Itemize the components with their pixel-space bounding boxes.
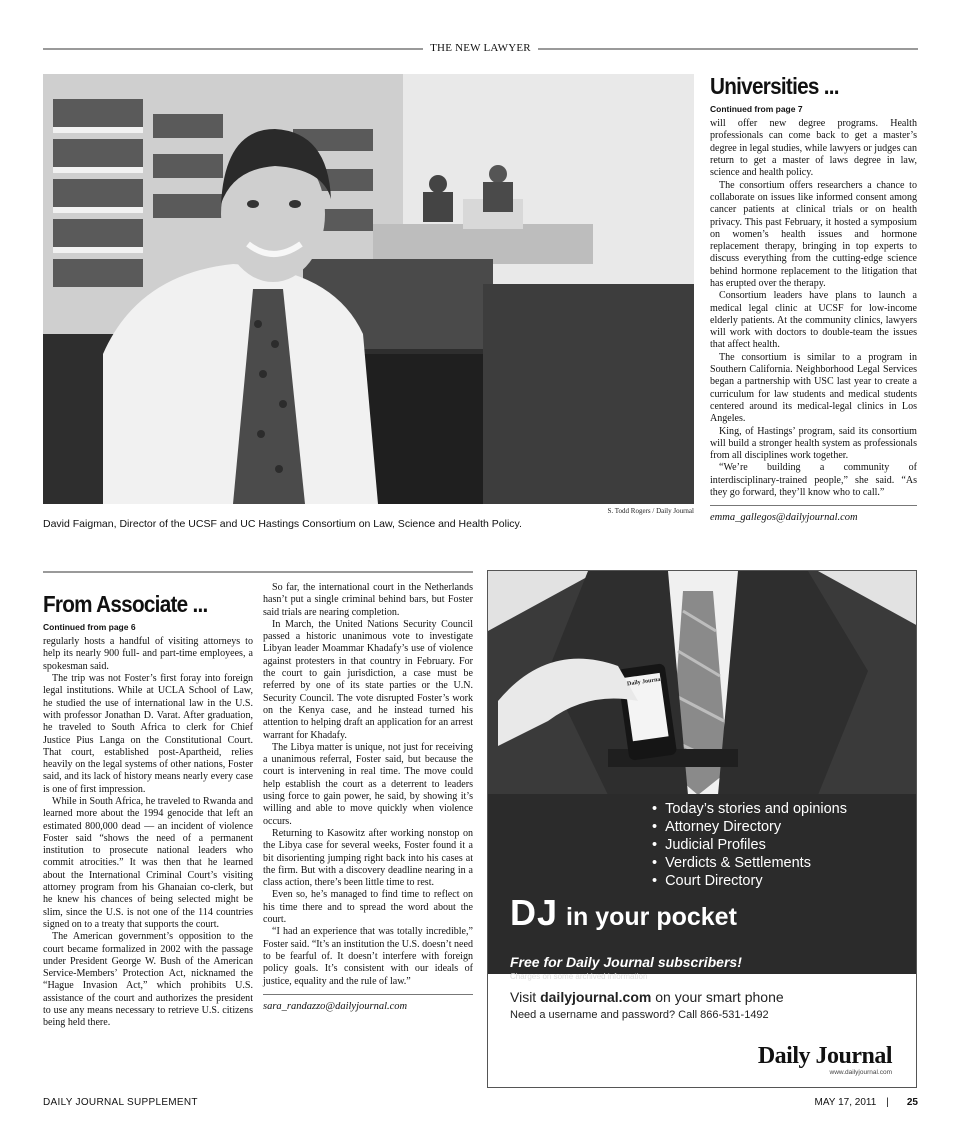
footer-separator: | bbox=[886, 1097, 889, 1108]
paragraph: The Libya matter is unique, not just for receiving a unanimous referral, Foster said, but because the court is intervening in real time. The move could help establish the court as a deterrent to leaders using force to gain power, he said, by showing it’s willing and able to move quickly when violence occurs. bbox=[263, 741, 473, 827]
ad-visit-post: on your smart phone bbox=[655, 989, 784, 1005]
dj-advertisement[interactable] bbox=[487, 570, 917, 1088]
paragraph: While in South Africa, he traveled to Rwanda and learned more about the 1994 genocide that left an estimated 800,000 dead — an incident of violence Foster said “shows the need of a permanent institution to prosecute national leaders who commit atrocities.” It was then that he learned about the International Criminal Court’s visiting attorney program from his Ghanaian co-clerk, but he knew his chances of being selected might be slim, since the U.S. is not one of the 114 countries signed on to a treaty that supports the court. bbox=[43, 796, 253, 930]
footer-right bbox=[815, 1097, 918, 1108]
ad-charges-note: Charges on some archived information bbox=[510, 972, 648, 981]
associate-continued: Continued from page 6 bbox=[43, 622, 136, 633]
photo-credit: S. Todd Rogers / Daily Journal bbox=[607, 507, 694, 515]
associate-body-col1 bbox=[43, 636, 253, 1030]
daily-journal-logo: Daily Journal bbox=[757, 1043, 892, 1069]
masthead-rule-right bbox=[538, 48, 918, 50]
masthead-title: THE NEW LAWYER bbox=[430, 42, 531, 54]
paragraph: Returning to Kasowitz after working nonstop on the Libya case for several weeks, Foster found it a bit disorienting jumping right back into his cases at the firm. But with a discovery deadline nearing in a class action, there’s been little time to rest. bbox=[263, 827, 473, 889]
paragraph: The consortium offers researchers a chance to collaborate on issues like informed consent among cancer patients at clinical trials or on health privacy. This past February, it hosted a symposium on women’s health issues and hormone replacement therapy, bringing in top experts to discuss everything from the cutting-edge science behind hormone replacement to the litigation that has erupted over the therapy. bbox=[710, 179, 917, 289]
library-photo-illustration bbox=[43, 74, 694, 504]
ad-feature-item: • Judicial Profiles bbox=[652, 836, 847, 854]
universities-article bbox=[710, 74, 917, 523]
paragraph: The consortium is similar to a program in Southern California. Neighborhood Legal Services began a partnership with USC last year to create a curriculum for law students and medical students centered around its medical-legal clinics in Los Angeles. bbox=[710, 351, 917, 425]
footer-publication: DAILY JOURNAL SUPPLEMENT bbox=[43, 1097, 198, 1108]
associate-byline-email[interactable]: sara_randazzo@dailyjournal.com bbox=[263, 994, 473, 1012]
portrait-photo bbox=[43, 74, 694, 504]
ad-dj-logo: DJ bbox=[510, 892, 559, 933]
ad-visit-pre: Visit bbox=[510, 989, 537, 1005]
ad-feature-item: • Attorney Directory bbox=[652, 818, 847, 836]
ad-need-credentials: Need a username and password? Call 866-531-1492 bbox=[510, 1009, 769, 1021]
ad-feature-item: • Court Directory bbox=[652, 872, 847, 890]
suit-pocket-phone-illustration bbox=[488, 571, 917, 795]
ad-feature-list bbox=[652, 800, 847, 890]
ad-dj-rest: in your pocket bbox=[566, 903, 737, 931]
ad-feature-item: • Today’s stories and opinions bbox=[652, 800, 847, 818]
paragraph: The American government’s opposition to the court became formalized in 2002 with the passage under President George W. Bush of the American Service-Members’ Protection Act, nicknamed the “Hague Invasion Act,” which prohibits U.S. assistance of the court and authorizes the president to use any means necessary to retrieve U.S. citizens being held there. bbox=[43, 931, 253, 1029]
paragraph: In March, the United Nations Security Council passed a historic unanimous vote to investigate Libyan leader Moammar Khadafy’s use of violence against protesters in that country in February. For the court to gain jurisdiction, a case must be referred by one of its state parties or the U.N. Security Council. The vote disrupted Foster’s work on the Kenya case, and he instead turned his attention to helping draft an application for an arrest warrant for Khadafy. bbox=[263, 618, 473, 741]
associate-article-col1 bbox=[43, 592, 253, 1030]
paragraph: “I had an experience that was totally incredible,” Foster said. “It’s an institution the U.S. doesn’t need to be fearful of. It doesn’t interfere with foreign policy goals. It’s consistent with our ideals of justice, equality and the rule of law.” bbox=[263, 926, 473, 987]
ad-visit-url-link[interactable]: dailyjournal.com bbox=[540, 989, 652, 1005]
section-rule bbox=[43, 571, 473, 573]
ad-visit-line bbox=[510, 989, 784, 1005]
paragraph: Consortium leaders have plans to launch a medical legal clinic at UCSF for low-income elderly patients. At the community clinics, lawyers will work with doctors to double-team the issues that affect health. bbox=[710, 290, 917, 351]
associate-body-col2 bbox=[263, 582, 473, 988]
paragraph: regularly hosts a handful of visiting attorneys to help its nearly 900 full- and part-time employees, a spokesman said. bbox=[43, 636, 253, 672]
ad-dark-band bbox=[488, 794, 917, 981]
paragraph: King, of Hastings’ program, said its consortium will build a stronger health system as professionals from all disciplines work together. bbox=[710, 425, 917, 462]
ad-photo bbox=[488, 571, 917, 795]
universities-body bbox=[710, 118, 917, 499]
universities-headline: Universities ... bbox=[710, 73, 839, 99]
universities-byline-email[interactable]: emma_gallegos@dailyjournal.com bbox=[710, 505, 917, 523]
ad-phone-label: Daily Journal bbox=[626, 676, 663, 688]
ad-free-offer: Free for Daily Journal subscribers! bbox=[510, 954, 742, 970]
paragraph: So far, the international court in the Netherlands hasn’t put a single criminal behind bars, but Foster said trials are nearing completion. bbox=[263, 582, 473, 618]
ad-website-url[interactable]: www.dailyjournal.com bbox=[829, 1069, 892, 1076]
masthead bbox=[43, 42, 918, 56]
associate-article-col2 bbox=[263, 582, 473, 1012]
universities-continued: Continued from page 7 bbox=[710, 104, 803, 115]
paragraph: Even so, he’s managed to find time to reflect on his time there and to spread the word about the court. bbox=[263, 889, 473, 926]
ad-dj-tagline bbox=[510, 892, 737, 934]
paragraph: “We’re building a community of interdisciplinary-trained people,” she said. “As they go forward, they’ll know who to call.” bbox=[710, 462, 917, 499]
paragraph: The trip was not Foster’s first foray into foreign legal institutions. While at UCLA School of Law, he studied the use of international law in the U.S. with professor Jonathan D. Varat. After graduation, he traveled to South Africa to clerk for Chief Justice Pius Langa on the Constitutional Court. That court, established post-Apartheid, relies heavily on the legal systems of other nations, Foster said, and its lack of history means nearly every case is one of first impression. bbox=[43, 673, 253, 795]
photo-caption: David Faigman, Director of the UCSF and UC Hastings Consortium on Law, Science and Health Policy. bbox=[43, 518, 522, 530]
associate-headline: From Associate ... bbox=[43, 591, 208, 617]
page-number: 25 bbox=[906, 1097, 918, 1108]
paragraph: will offer new degree programs. Health professionals can come back to get a master’s degree in legal studies, while lawyers or judges can return to get a master of laws degree in law, science and health policy. bbox=[710, 118, 917, 179]
ad-feature-item: • Verdicts & Settlements bbox=[652, 854, 847, 872]
footer-date: MAY 17, 2011 bbox=[814, 1097, 877, 1108]
